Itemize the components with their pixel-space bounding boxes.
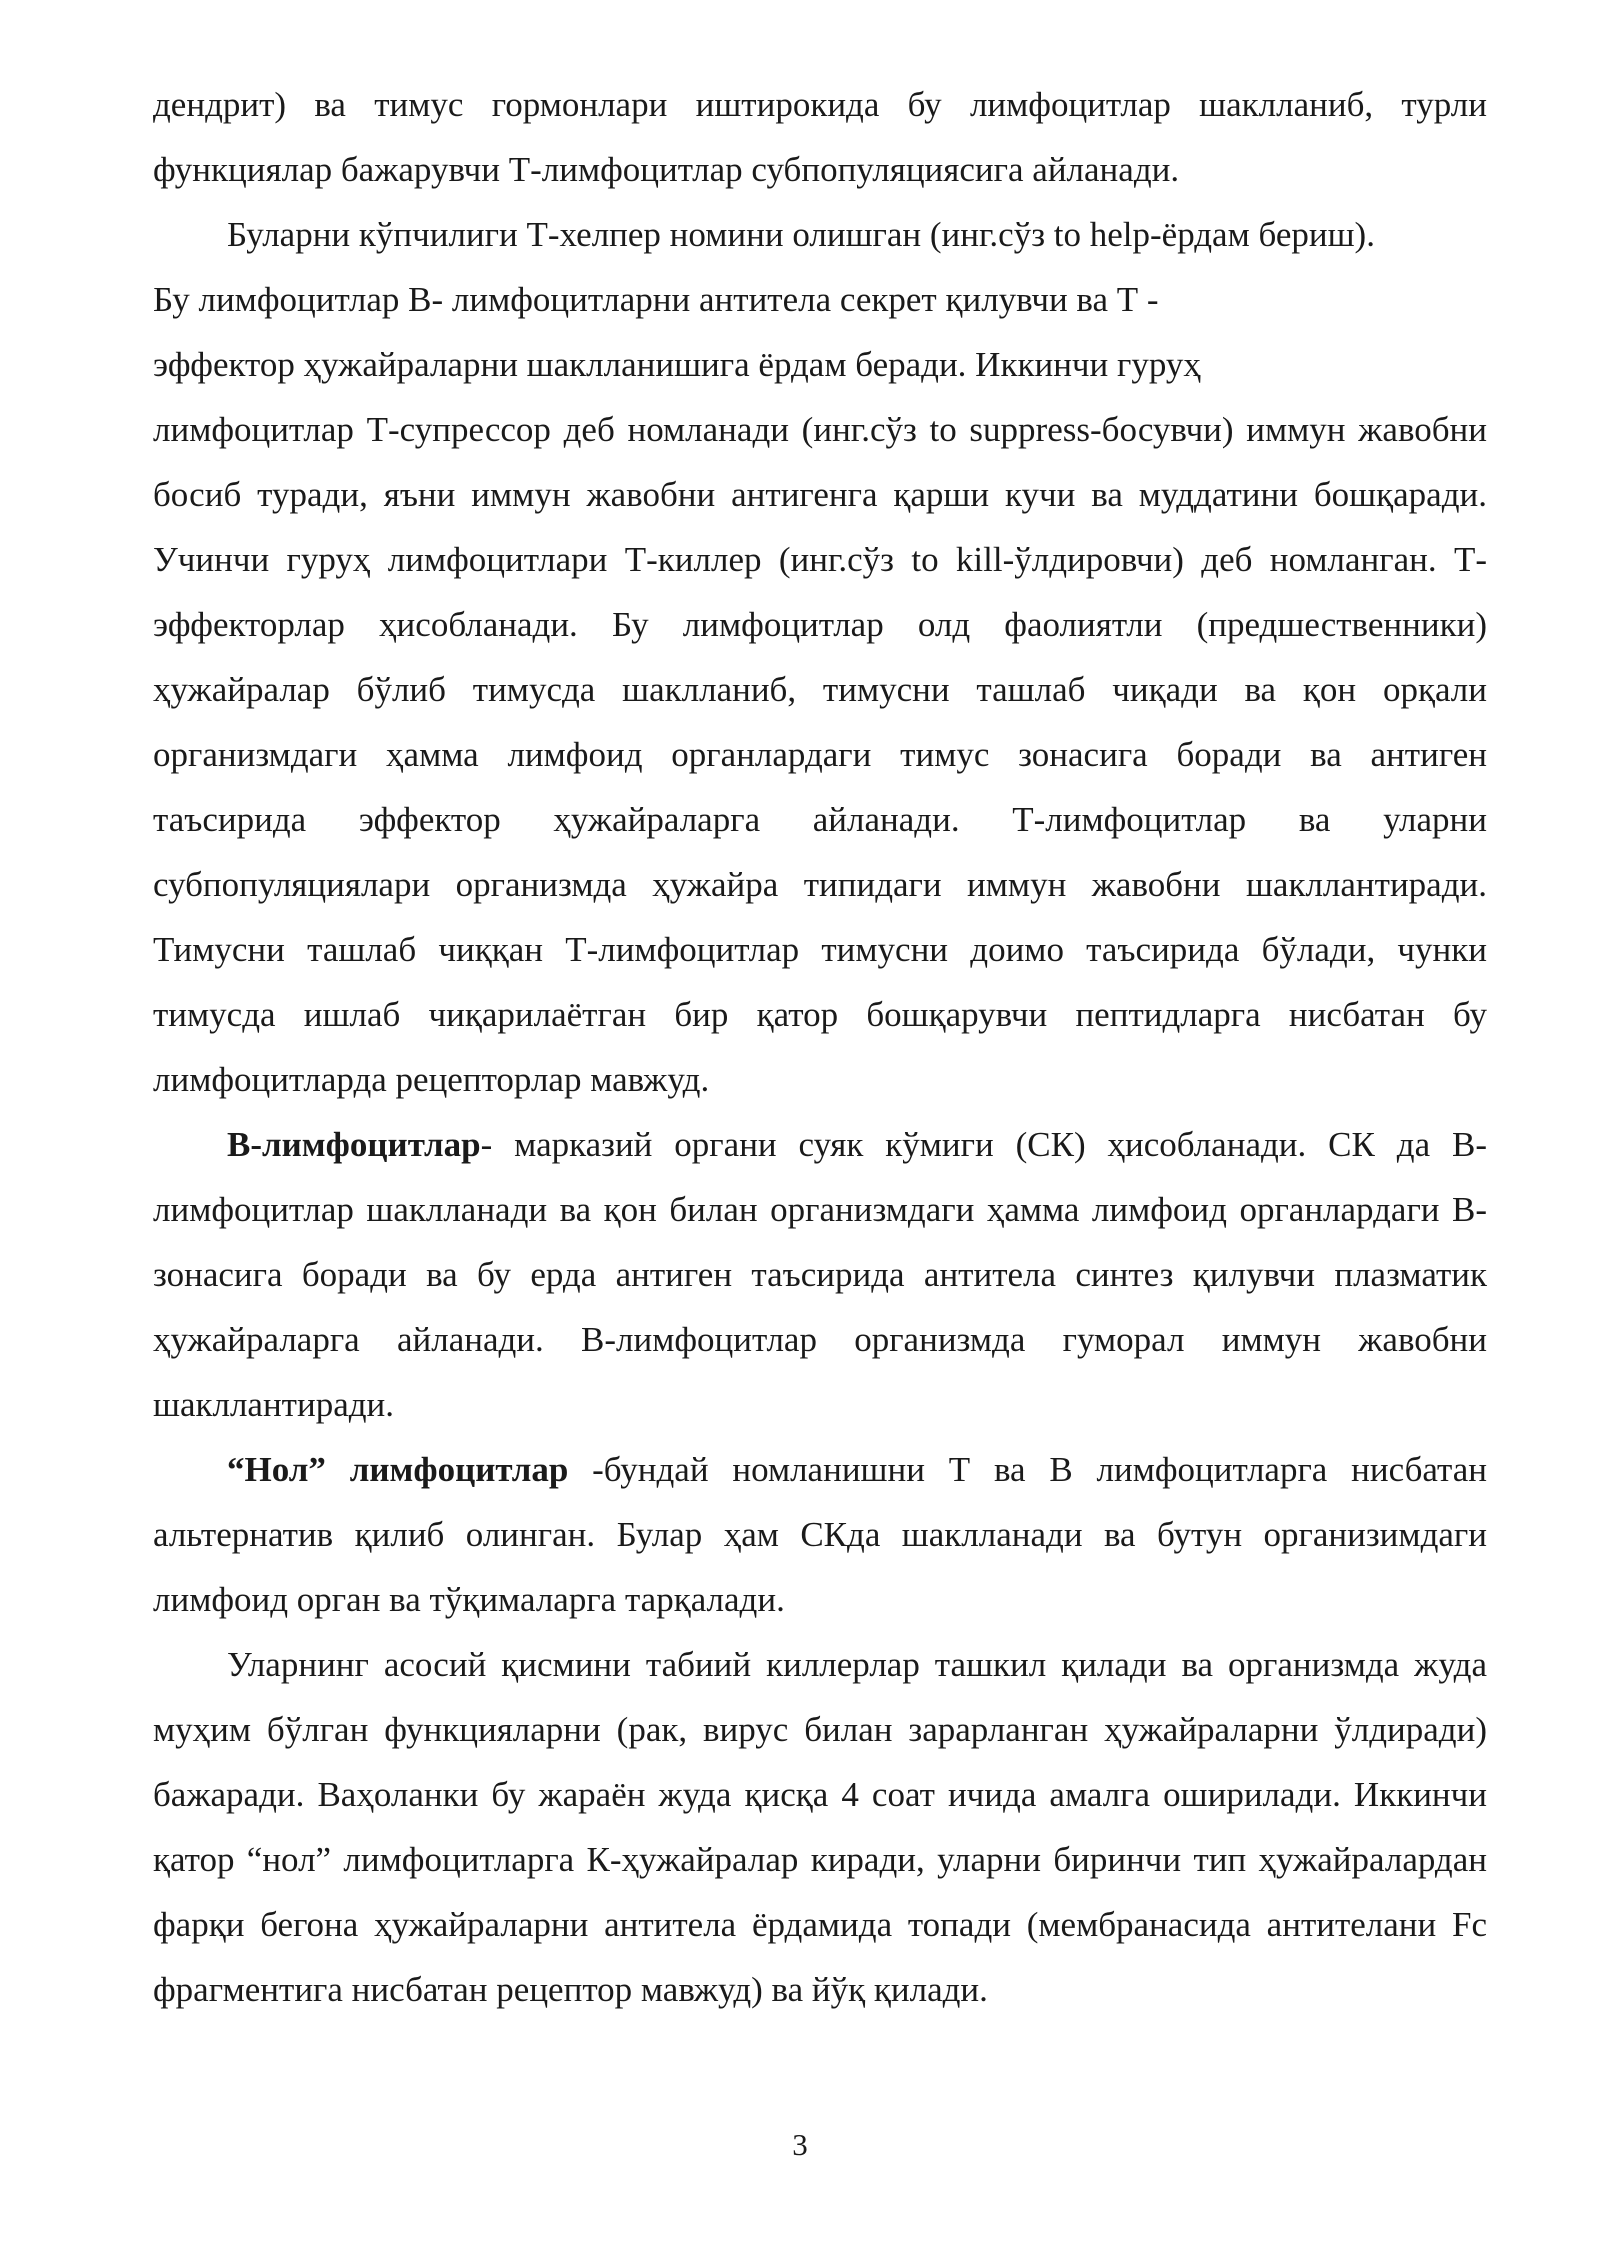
paragraph-2-line-2 xyxy=(153,267,1487,332)
paragraph-2-line-3-text: эффектор ҳужайраларни шаклланишига ёрдам беради. Иккинчи гуруҳ xyxy=(153,345,1201,384)
paragraph-2-rest xyxy=(153,397,1487,1112)
paragraph-2-line-3 xyxy=(153,332,1487,397)
paragraph-5-text: Уларнинг асосий қисмини табиий киллерлар ташкил қилади ва организмда жуда муҳим бўлган функцияларни (рак, вирус билан зарарланган ҳужайраларни ўлдиради) бажаради. Ваҳоланки бу жараён жуда қисқа 4 соат ичида амалга оширилади. Иккинчи қатор “нол” лимфоцитларга К-ҳужайралар киради, уларни биринчи тип ҳужайралардан фарқи бегона ҳужайраларни антитела ёрдамида топади (мембранасида антителани Fc фрагментига нисбатан рецептор мавжуд) ва йўқ қилади. xyxy=(153,1645,1487,2009)
paragraph-2-line-1 xyxy=(153,202,1487,267)
paragraph-3-text: - марказий органи суяк кўмиги (СК) ҳисобланади. СК да В-лимфоцитлар шаклланади ва қон билан организмдаги ҳамма лимфоид органлардаги В- зонасига боради ва бу ерда антиген таъсирида антитела синтез қилувчи плазматик ҳужайраларга айланади. В-лимфоцитлар организмда гуморал иммун жавобни шакллантиради. xyxy=(153,1125,1487,1424)
page-number: 3 xyxy=(792,2127,808,2162)
paragraph-2 xyxy=(153,202,1487,1112)
paragraph-2-line-2-text: Бу лимфоцитлар В- лимфоцитларни антитела секрет қилувчи ва Т - xyxy=(153,280,1159,319)
paragraph-2-rest-text: лимфоцитлар Т-супрессор деб номланади (инг.сўз to suppress-босувчи) иммун жавобни босиб туради, яъни иммун жавобни антигенга қарши кучи ва муддатини бошқаради. Учинчи гуруҳ лимфоцитлари Т-киллер (инг.сўз to kill-ўлдировчи) деб номланган. Т-эффекторлар ҳисобланади. Бу лимфоцитлар олд фаолиятли (предшественники) ҳужайралар бўлиб тимусда шаклланиб, тимусни ташлаб чиқади ва қон орқали организмдаги ҳамма лимфоид органлардаги тимус зонасига боради ва антиген таъсирида эффектор ҳужайраларга айланади. Т-лимфоцитлар ва уларни субпопуляциялари организмда ҳужайра типидаги иммун жавобни шакллантиради. Тимусни ташлаб чиққан Т-лимфоцитлар тимусни доимо таъсирида бўлади, чунки тимусда ишлаб чиқарилаётган бир қатор бошқарувчи пептидларга нисбатан бу лимфоцитларда рецепторлар мавжуд. xyxy=(153,410,1487,1099)
document-body xyxy=(153,72,1487,2022)
paragraph-3-heading: В-лимфоцитлар xyxy=(227,1125,481,1164)
paragraph-1 xyxy=(153,72,1487,202)
paragraph-4-heading: “Нол” лимфоцитлар xyxy=(227,1450,569,1489)
paragraph-4-text: -бундай номланишни Т ва В лимфоцитларга нисбатан альтернатив қилиб олинган. Булар ҳам СКда шаклланади ва бутун организимдаги лимфоид орган ва тўқималарга тарқалади. xyxy=(153,1450,1487,1619)
paragraph-2-line-1-text: Буларни кўпчилиги Т-хелпер номини олишган (инг.сўз to help-ёрдам бериш). xyxy=(227,215,1375,254)
paragraph-4 xyxy=(153,1437,1487,1632)
paragraph-5 xyxy=(153,1632,1487,2022)
paragraph-1-text: дендрит) ва тимус гормонлари иштирокида бу лимфоцитлар шаклланиб, турли функциялар бажарувчи Т-лимфоцитлар субпопуляциясига айланади. xyxy=(153,85,1487,189)
paragraph-3 xyxy=(153,1112,1487,1437)
